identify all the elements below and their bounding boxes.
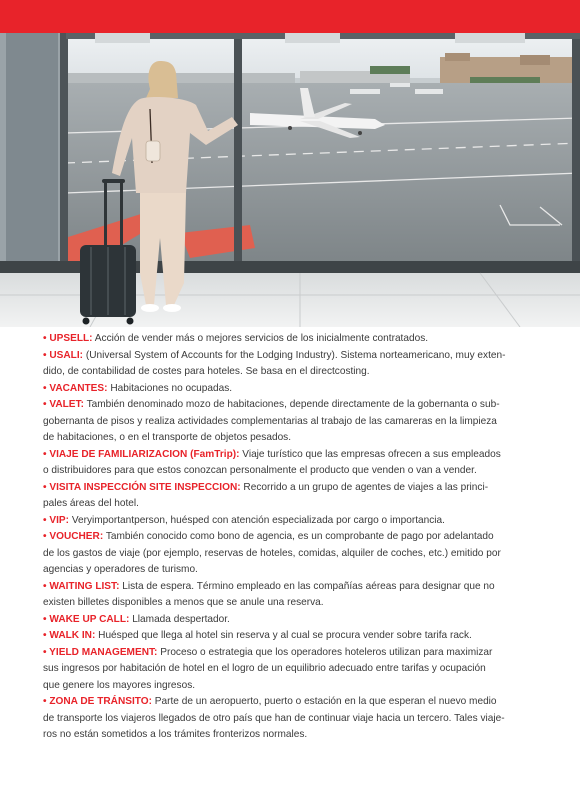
- glossary-entry: [43, 628, 539, 645]
- glossary-term-text: VISITA INSPECCIÓN SITE INSPECCION:: [49, 481, 241, 493]
- glossary-term-text: ZONA DE TRÁNSITO:: [49, 696, 152, 707]
- glossary-term: [43, 333, 93, 344]
- glossary-term-text: WAKE UP CALL:: [49, 613, 130, 625]
- glossary-definition-line: sus ingresos por habitación de hotel en el logro de un equilibrio adecuado entre tarifas y ocupación: [43, 663, 486, 674]
- glossary-definition-line: de habitaciones, o en el transporte de objetos pesados.: [43, 432, 292, 443]
- glossary-entry: [43, 381, 539, 398]
- bullet-icon: •: [43, 514, 47, 526]
- glossary-entry: [43, 529, 539, 579]
- glossary-entry: [43, 612, 539, 629]
- bullet-icon: •: [43, 399, 47, 410]
- glossary-definition-line: que genere los mayores ingresos.: [43, 679, 196, 691]
- glossary-entry: [43, 694, 539, 744]
- glossary-definition-line: Lista de espera. Término empleado en las compañías aéreas para designar que no: [122, 580, 495, 592]
- glossary-term-text: VIAJE DE FAMILIARIZACION (FamTrip):: [49, 448, 240, 460]
- glossary-definition-line: Viaje turístico que las empresas ofrecen a sus empleados: [242, 448, 501, 460]
- glossary-definition-line: Huésped que llega al hotel sin reserva y al cual se procura vender sobre tarifa rack.: [98, 630, 472, 641]
- glossary-term: [43, 350, 83, 361]
- glossary-entry: [43, 480, 539, 513]
- glossary-definition-line: o distribuidores para que estos conozcan personalmente el producto que venden o van a vender.: [43, 465, 477, 476]
- glossary-term: [43, 399, 84, 410]
- glossary-definition-line: (Universal System of Accounts for the Lodging Industry). Sistema norteamericano, muy exten-: [85, 349, 506, 361]
- glossary-term: [43, 581, 119, 592]
- glossary-entry: [43, 579, 539, 612]
- glossary-term-text: VIP:: [49, 514, 69, 526]
- bullet-icon: •: [43, 481, 47, 493]
- glossary-definition-line: pales áreas del hotel.: [43, 498, 139, 509]
- glossary-term: [43, 383, 108, 394]
- glossary-entry: [43, 447, 539, 480]
- glossary-definition-line: agencias y operadores de turismo.: [43, 564, 198, 575]
- bullet-icon: •: [43, 448, 47, 460]
- glossary-definition-line: Habitaciones no ocupadas.: [110, 382, 233, 394]
- glossary-definition-line: También conocido como bono de agencia, es un comprobante de pago por adelantado: [105, 531, 494, 542]
- glossary-definition-line: gobernanta de pisos y realiza actividades complementarias al trabajo de las camareras en la limpieza: [43, 415, 497, 427]
- glossary-entry: [43, 645, 539, 695]
- glossary-term-text: VALET:: [49, 399, 84, 410]
- glossary-entry: [43, 397, 539, 447]
- glossary-definition-line: ros no están sometidos a los trámites fronterizos normales.: [43, 729, 308, 740]
- glossary-term: [43, 647, 157, 658]
- glossary-term: [43, 531, 103, 542]
- glossary-term-text: VOUCHER:: [49, 531, 104, 542]
- glossary-term-text: UPSELL:: [49, 333, 93, 344]
- bullet-icon: •: [43, 349, 47, 361]
- glossary-entry: [43, 513, 539, 530]
- glossary-definition-line: También denominado mozo de habitaciones, depende directamente de la gobernanta o sub-: [86, 399, 500, 410]
- bullet-icon: •: [43, 646, 47, 658]
- glossary-term-text: YIELD MANAGEMENT:: [49, 646, 158, 658]
- bullet-icon: •: [43, 613, 47, 625]
- bullet-icon: •: [43, 580, 47, 592]
- glossary-term: [43, 696, 152, 707]
- glossary-definition-line: Veryimportantperson, huésped con atención especializada por cargo o importancia.: [71, 514, 445, 526]
- glossary-definition-line: dido, de contabilidad de costes para hoteles. Se basa en el directcosting.: [43, 366, 370, 377]
- glossary-term-text: VACANTES:: [49, 382, 108, 394]
- bullet-icon: •: [43, 382, 47, 394]
- glossary-definition-line: Proceso o estrategia que los operadores hoteleros utilizan para maximizar: [160, 646, 493, 658]
- glossary-term: [43, 630, 95, 641]
- glossary-entry: [43, 348, 539, 381]
- airport-window-photo: [0, 33, 580, 327]
- top-red-band: [0, 0, 580, 33]
- glossary-term: [43, 449, 239, 460]
- glossary-term: [43, 482, 241, 493]
- glossary-term-text: WALK IN:: [49, 630, 96, 641]
- glossary-list: [43, 331, 539, 744]
- bullet-icon: •: [43, 531, 47, 542]
- glossary-term: [43, 614, 129, 625]
- bullet-icon: •: [43, 696, 47, 707]
- glossary-definition-line: existen billetes disponibles a menos que se anule una reserva.: [43, 597, 324, 608]
- glossary-definition-line: Recorrido a un grupo de agentes de viajes a las princi-: [243, 481, 489, 493]
- photo-illustration: [0, 33, 580, 327]
- glossary-entry: [43, 331, 539, 348]
- glossary-term-text: USALI:: [49, 349, 84, 361]
- glossary-definition-line: de los gastos de viaje (por ejemplo, reservas de hoteles, comidas, alquiler de coches, etc.) emitido por: [43, 547, 501, 559]
- glossary-definition-line: Parte de un aeropuerto, puerto o estación en la que esperan el nuevo medio: [154, 696, 497, 707]
- glossary-term: [43, 515, 69, 526]
- glossary-definition-line: de transporte los viajeros llegados de otro país que han de continuar viaje hacia un tercero. Tales viaje-: [43, 712, 505, 724]
- glossary-definition-line: Llamada despertador.: [132, 613, 230, 625]
- bullet-icon: •: [43, 630, 47, 641]
- glossary-definition-line: Acción de vender más o mejores servicios de los inicialmente contratados.: [94, 333, 429, 344]
- bullet-icon: •: [43, 333, 47, 344]
- glossary-term-text: WAITING LIST:: [49, 580, 120, 592]
